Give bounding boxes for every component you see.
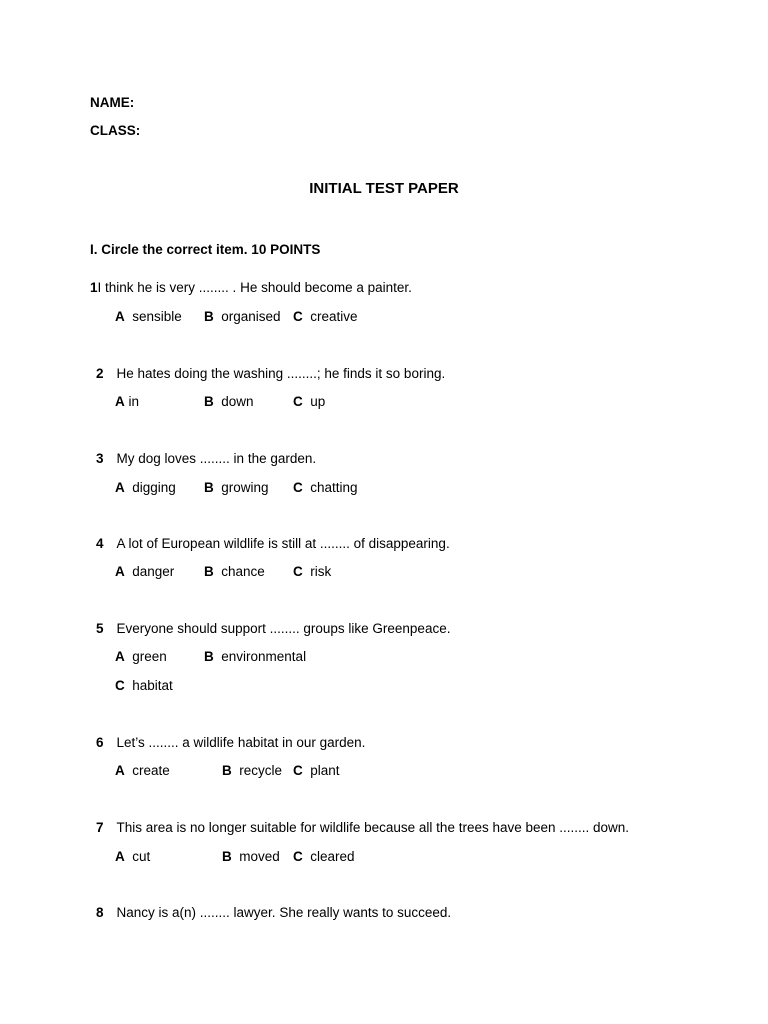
option-text: down bbox=[221, 394, 254, 409]
option-a bbox=[115, 648, 167, 666]
question-text: Nancy is a(n) ........ lawyer. She really wants to succeed. bbox=[116, 905, 452, 920]
option-letter: B bbox=[204, 394, 214, 409]
question-1 bbox=[90, 279, 412, 297]
option-letter: A bbox=[115, 480, 125, 495]
option-letter: A bbox=[115, 763, 125, 778]
option-text: cut bbox=[132, 849, 151, 864]
option-c bbox=[115, 677, 173, 695]
option-b bbox=[204, 648, 306, 666]
question-number: 6 bbox=[96, 735, 104, 750]
question-7 bbox=[96, 819, 629, 837]
option-b bbox=[204, 393, 254, 411]
question-text: A lot of European wildlife is still at ........ of disappearing. bbox=[116, 536, 450, 551]
option-letter: C bbox=[115, 678, 125, 693]
name-label: NAME: bbox=[90, 95, 135, 110]
question-4 bbox=[96, 535, 450, 553]
option-letter: A bbox=[115, 849, 125, 864]
option-text: chance bbox=[221, 564, 265, 579]
question-text: I think he is very ........ . He should become a painter. bbox=[97, 280, 412, 295]
question-2 bbox=[96, 365, 445, 383]
option-letter: B bbox=[204, 564, 214, 579]
option-b bbox=[222, 848, 280, 866]
option-text: green bbox=[132, 649, 167, 664]
question-number: 8 bbox=[96, 905, 104, 920]
option-c bbox=[293, 848, 355, 866]
option-text: moved bbox=[239, 849, 280, 864]
option-letter: B bbox=[204, 309, 214, 324]
option-letter: B bbox=[204, 480, 214, 495]
option-text: sensible bbox=[132, 309, 182, 324]
option-text: chatting bbox=[310, 480, 358, 495]
option-c bbox=[293, 762, 340, 780]
option-a bbox=[115, 762, 170, 780]
question-number: 4 bbox=[96, 536, 104, 551]
option-text: plant bbox=[310, 763, 340, 778]
option-letter: C bbox=[293, 564, 303, 579]
option-letter: C bbox=[293, 763, 303, 778]
question-5 bbox=[96, 620, 450, 638]
option-c bbox=[293, 393, 325, 411]
question-number: 7 bbox=[96, 820, 104, 835]
option-text: create bbox=[132, 763, 170, 778]
question-number: 3 bbox=[96, 451, 104, 466]
option-b bbox=[222, 762, 282, 780]
option-text: digging bbox=[132, 480, 176, 495]
option-a bbox=[115, 393, 139, 411]
option-letter: A bbox=[115, 649, 125, 664]
option-a bbox=[115, 848, 150, 866]
option-a bbox=[115, 479, 176, 497]
page-title: INITIAL TEST PAPER bbox=[309, 180, 459, 197]
option-text: danger bbox=[132, 564, 175, 579]
question-6 bbox=[96, 734, 365, 752]
question-text: He hates doing the washing ........; he finds it so boring. bbox=[116, 366, 446, 381]
question-text: This area is no longer suitable for wildlife because all the trees have been ........ down. bbox=[116, 820, 630, 835]
option-text: recycle bbox=[239, 763, 283, 778]
question-number: 5 bbox=[96, 621, 104, 636]
option-text: risk bbox=[310, 564, 332, 579]
option-letter: C bbox=[293, 480, 303, 495]
option-text: habitat bbox=[132, 678, 173, 693]
question-text: Everyone should support ........ groups like Greenpeace. bbox=[116, 621, 451, 636]
option-text: in bbox=[128, 394, 140, 409]
option-text: environmental bbox=[221, 649, 307, 664]
option-text: growing bbox=[221, 480, 269, 495]
class-label: CLASS: bbox=[90, 123, 141, 138]
option-letter: A bbox=[115, 309, 125, 324]
question-8 bbox=[96, 904, 451, 922]
option-letter: B bbox=[222, 849, 232, 864]
option-a bbox=[115, 308, 182, 326]
option-letter: C bbox=[293, 309, 303, 324]
question-text: My dog loves ........ in the garden. bbox=[116, 451, 317, 466]
option-letter: B bbox=[204, 649, 214, 664]
option-c bbox=[293, 308, 358, 326]
option-b bbox=[204, 308, 281, 326]
option-letter: C bbox=[293, 394, 303, 409]
option-letter: B bbox=[222, 763, 232, 778]
option-c bbox=[293, 563, 331, 581]
option-text: creative bbox=[310, 309, 358, 324]
option-b bbox=[204, 479, 269, 497]
section-heading: I. Circle the correct item. 10 POINTS bbox=[90, 242, 321, 257]
option-letter: A bbox=[115, 394, 125, 409]
option-b bbox=[204, 563, 265, 581]
option-letter: C bbox=[293, 849, 303, 864]
option-text: up bbox=[310, 394, 326, 409]
question-text: Let’s ........ a wildlife habitat in our garden. bbox=[116, 735, 366, 750]
option-text: organised bbox=[221, 309, 281, 324]
question-number: 1 bbox=[90, 280, 98, 295]
question-3 bbox=[96, 450, 316, 468]
option-letter: A bbox=[115, 564, 125, 579]
option-text: cleared bbox=[310, 849, 355, 864]
option-c bbox=[293, 479, 358, 497]
option-a bbox=[115, 563, 174, 581]
question-number: 2 bbox=[96, 366, 104, 381]
